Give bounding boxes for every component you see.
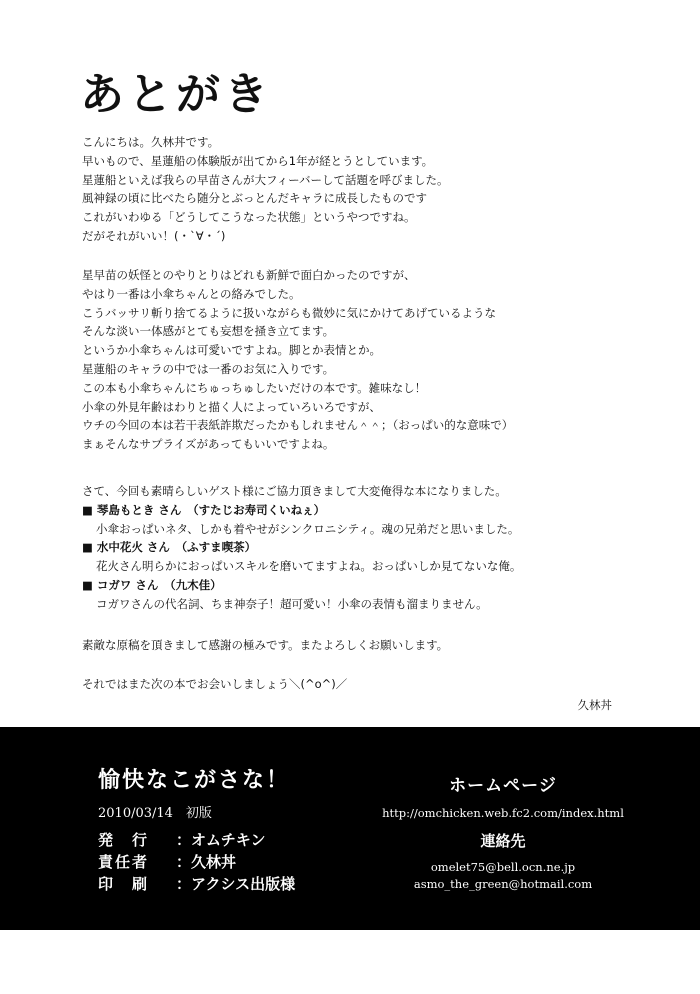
guest-name: ■ 琴島もとき さん （すたじお寿司くいねぇ） bbox=[82, 502, 326, 517]
text-line: 星蓮船といえば我らの早苗さんが大フィーバーして話題を呼びました。 bbox=[82, 172, 449, 187]
text-line: 星早苗の妖怪とのやりとりはどれも新鮮で面白かったのですが、 bbox=[82, 268, 416, 282]
text-line: そんな淡い一体感がとても妄想を掻き立てます。 bbox=[82, 324, 335, 339]
text-line: 素敵な原稿を頂きまして感謝の極みです。またよろしくお願いします。 bbox=[82, 638, 449, 652]
text-line: だがそれがいい！(・`∀・´) bbox=[82, 228, 226, 243]
credit-line bbox=[98, 873, 295, 895]
thanks-text bbox=[82, 636, 642, 655]
homepage-heading: ホームページ bbox=[449, 776, 557, 796]
text-line: こうバッサリ斬り捨てるように扱いながらも微妙に気にかけてあげているような bbox=[82, 305, 496, 320]
colophon-book-info bbox=[98, 763, 295, 895]
credit-label: 発 行 bbox=[98, 831, 150, 849]
guest-comment: コガワさんの代名詞、ちま神奈子！超可愛い！小傘の表情も溜まりません。 bbox=[96, 596, 488, 611]
text-line: この本も小傘ちゃんにちゅっちゅしたいだけの本です。雑味なし！ bbox=[82, 380, 427, 395]
text-line: こんにちは。久林丼です。 bbox=[82, 135, 220, 149]
text-line: それではまた次の本でお会いしましょう＼(^o^)／ bbox=[82, 677, 348, 691]
credit-value: ：アクシス出版様 bbox=[176, 875, 296, 893]
credit-line bbox=[98, 851, 295, 873]
contact-heading: 連絡先 bbox=[480, 832, 526, 850]
credit-value: ：久林丼 bbox=[176, 853, 237, 871]
guest-name: ■ コガワ さん （九木佳） bbox=[82, 577, 222, 592]
page-title: あとがき bbox=[80, 69, 272, 120]
guest-section bbox=[82, 482, 642, 614]
text-line: やはり一番は小傘ちゃんとの絡みでした。 bbox=[82, 286, 301, 301]
text-line: 小傘の外見年齢はわりと描く人によっていろいろですが、 bbox=[82, 399, 381, 414]
colophon-contact bbox=[368, 771, 638, 893]
contact-email: omelet75@bell.ocn.ne.jp bbox=[430, 860, 576, 874]
credit-label: 責任者 bbox=[98, 853, 150, 871]
text-line: 星蓮船のキャラの中では一番のお気に入りです。 bbox=[82, 361, 335, 376]
text-line: 風神録の頃に比べたら随分とぶっとんだキャラに成長したものです bbox=[82, 191, 427, 206]
afterword-paragraph-1 bbox=[82, 133, 642, 246]
credit-value: ：オムチキン bbox=[176, 831, 266, 849]
credits-list bbox=[98, 829, 295, 895]
credit-line bbox=[98, 829, 295, 851]
credit-label: 印 刷 bbox=[98, 875, 150, 893]
afterword-paragraph-2 bbox=[82, 266, 642, 454]
guest-comment: 花火さん明らかにおっぱいスキルを磨いてますよね。おっぱいしか見てないな俺。 bbox=[96, 559, 522, 574]
closing-text bbox=[82, 675, 642, 694]
guest-intro: さて、今回も素晴らしいゲスト様にご協力頂きまして大変俺得な本になりました。 bbox=[82, 484, 507, 498]
text-line: ウチの今回の本は若干表紙詐欺だったかもしれません＾＾；（おっぱい的な意味で） bbox=[82, 418, 514, 433]
homepage-url: http://omchicken.web.fc2.com/index.html bbox=[382, 806, 624, 820]
text-line: まぁそんなサプライズがあってもいいですよね。 bbox=[82, 437, 335, 452]
text-line: これがいわゆる「どうしてこうなった状態」というやつですね。 bbox=[82, 210, 416, 225]
contact-email: asmo_the_green@hotmail.com bbox=[413, 877, 593, 891]
colophon bbox=[0, 727, 700, 930]
text-line: というか小傘ちゃんは可愛いですよね。脚とか表情とか。 bbox=[82, 343, 381, 358]
guest-name: ■ 水中花火 さん （ふすま喫茶） bbox=[82, 540, 257, 555]
publication-date: 2010/03/14 初版 bbox=[98, 806, 212, 821]
book-title: 愉快なこがさな！ bbox=[98, 768, 291, 793]
author-signature: 久林丼 bbox=[577, 698, 612, 712]
text-line: 早いもので、星蓮船の体験版が出てから1年が経とうとしています。 bbox=[82, 153, 434, 168]
guest-comment: 小傘おっぱいネタ、しかも着やせがシンクロニシティ。魂の兄弟だと思いました。 bbox=[96, 521, 520, 536]
